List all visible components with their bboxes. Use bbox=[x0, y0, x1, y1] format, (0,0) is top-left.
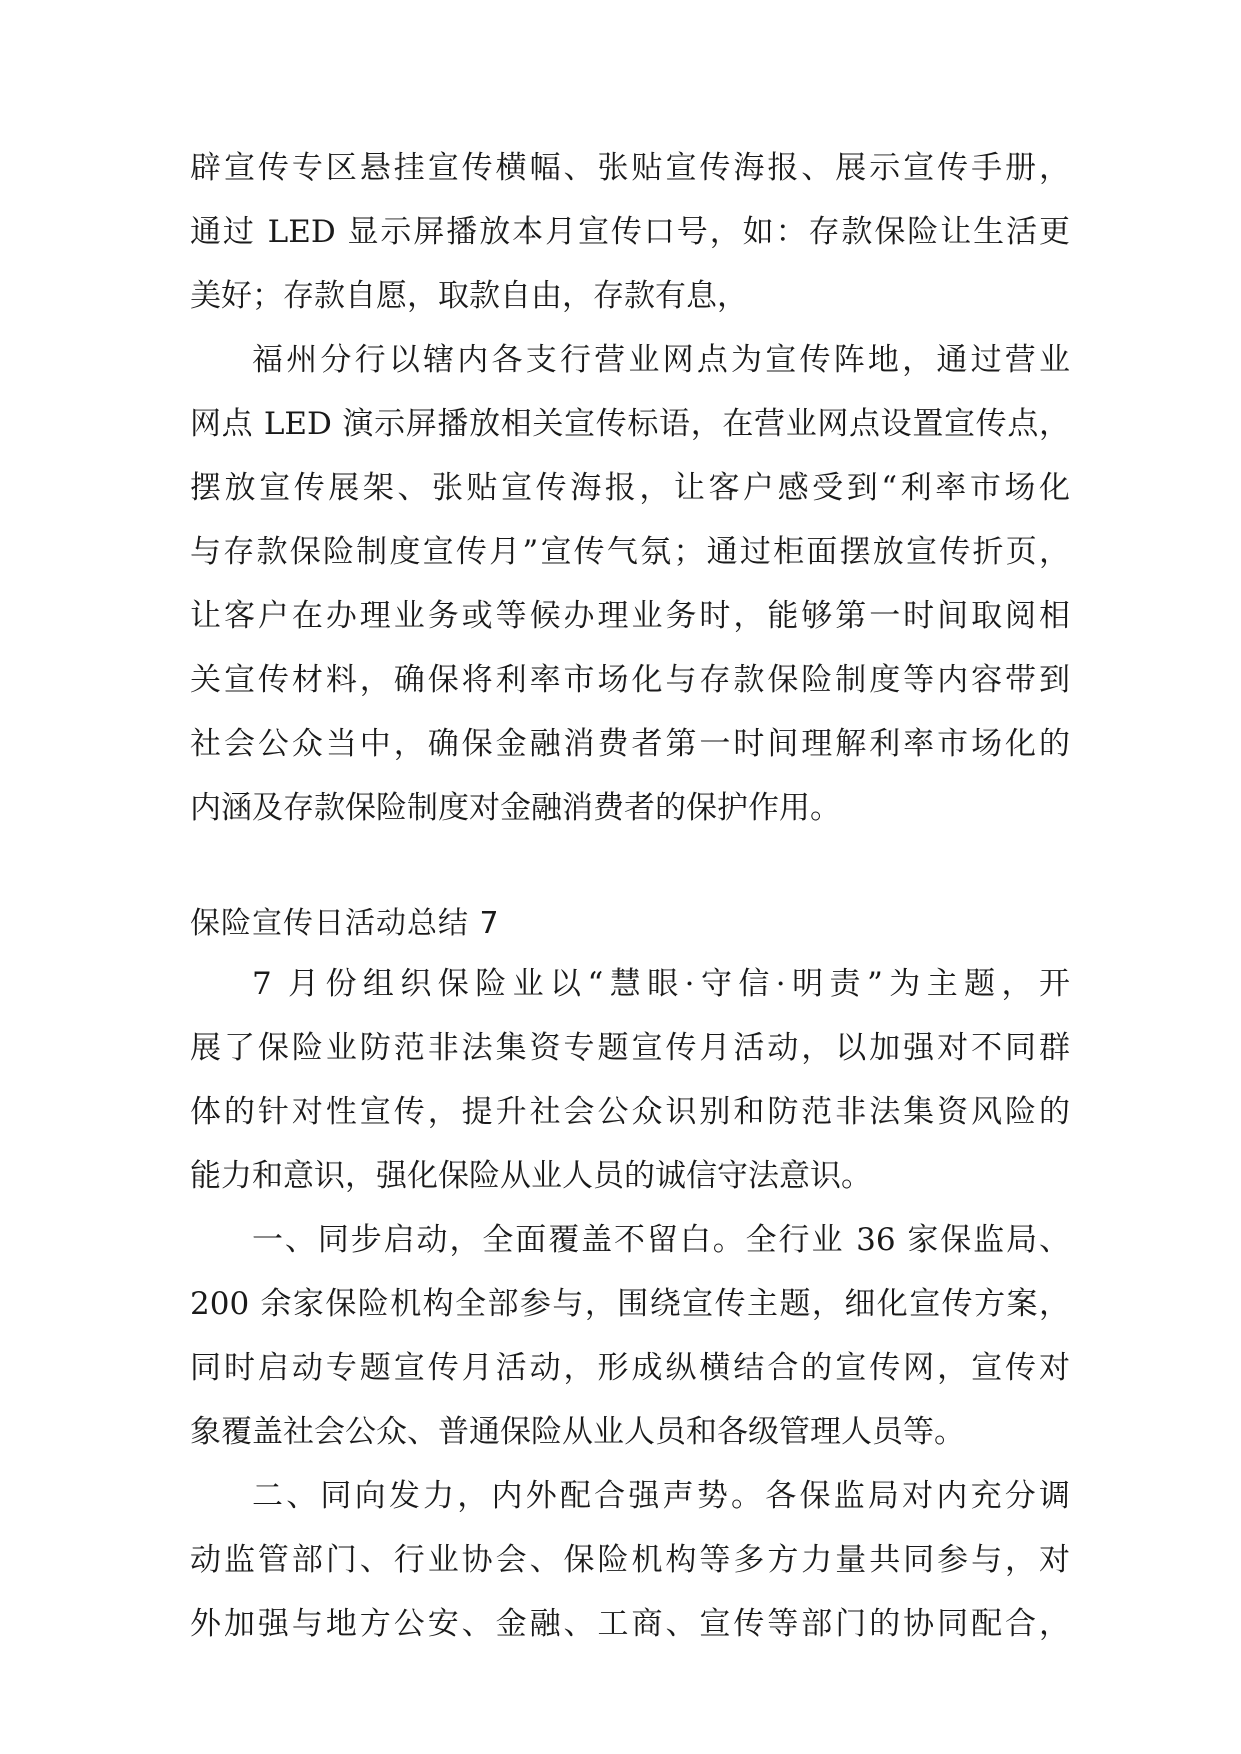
paragraph-line: 辟宣传专区悬挂宣传横幅、张贴宣传海报、展示宣传手册， bbox=[190, 150, 1070, 186]
paragraph-line: 二、同向发力，内外配合强声势。各保监局对内充分调 bbox=[252, 1478, 1070, 1514]
paragraph-line: 让客户在办理业务或等候办理业务时，能够第一时间取阅相 bbox=[190, 598, 1070, 634]
paragraph-line: 外加强与地方公安、金融、工商、宣传等部门的协同配合， bbox=[190, 1606, 1070, 1642]
paragraph-line: 与存款保险制度宣传月”宣传气氛；通过柜面摆放宣传折页， bbox=[190, 534, 1070, 570]
paragraph-line: 通过 LED 显示屏播放本月宣传口号，如：存款保险让生活更 bbox=[190, 214, 1070, 250]
section-heading: 保险宣传日活动总结 7 bbox=[190, 906, 500, 941]
paragraph-line: 7 月份组织保险业以“慧眼·守信·明责”为主题，开 bbox=[252, 966, 1070, 1002]
paragraph-line: 社会公众当中，确保金融消费者第一时间理解利率市场化的 bbox=[190, 726, 1070, 762]
paragraph-line: 同时启动专题宣传月活动，形成纵横结合的宣传网，宣传对 bbox=[190, 1350, 1070, 1386]
paragraph-line: 摆放宣传展架、张贴宣传海报，让客户感受到“利率市场化 bbox=[190, 470, 1070, 506]
paragraph-line: 一、同步启动，全面覆盖不留白。全行业 36 家保监局、 bbox=[252, 1222, 1070, 1258]
paragraph-line: 能力和意识，强化保险从业人员的诚信守法意识。 bbox=[190, 1158, 872, 1194]
paragraph-line: 200 余家保险机构全部参与，围绕宣传主题，细化宣传方案， bbox=[190, 1286, 1070, 1322]
paragraph-line: 网点 LED 演示屏播放相关宣传标语，在营业网点设置宣传点， bbox=[190, 406, 1070, 442]
paragraph-line: 展了保险业防范非法集资专题宣传月活动，以加强对不同群 bbox=[190, 1030, 1070, 1066]
paragraph-line: 动监管部门、行业协会、保险机构等多方力量共同参与，对 bbox=[190, 1542, 1070, 1578]
paragraph-line: 象覆盖社会公众、普通保险从业人员和各级管理人员等。 bbox=[190, 1414, 965, 1450]
paragraph-line: 福州分行以辖内各支行营业网点为宣传阵地，通过营业 bbox=[252, 342, 1070, 378]
paragraph-line: 关宣传材料，确保将利率市场化与存款保险制度等内容带到 bbox=[190, 662, 1070, 698]
paragraph-line: 体的针对性宣传，提升社会公众识别和防范非法集资风险的 bbox=[190, 1094, 1070, 1130]
paragraph-line: 美好；存款自愿，取款自由，存款有息， bbox=[190, 278, 748, 314]
paragraph-line: 内涵及存款保险制度对金融消费者的保护作用。 bbox=[190, 790, 841, 826]
